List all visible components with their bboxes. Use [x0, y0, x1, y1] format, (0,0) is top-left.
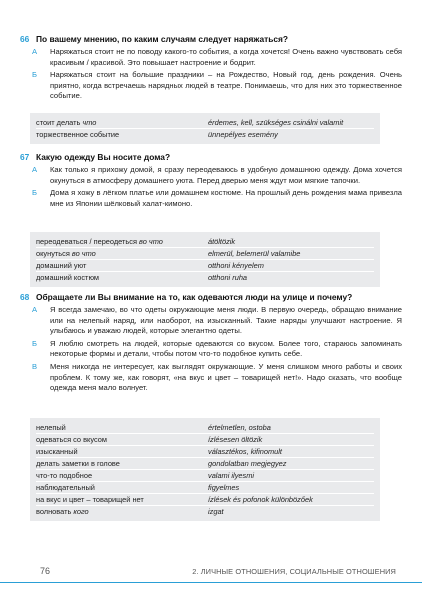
vocab-row	[36, 260, 374, 272]
vocab-row	[36, 458, 374, 470]
question-text: По вашему мнению, по каким случаям следует наряжаться?	[36, 34, 289, 44]
vocab-russian: одеваться со вкусом	[36, 435, 107, 444]
vocab-row	[36, 248, 374, 260]
vocab-row	[36, 117, 374, 129]
vocab-russian: домашний костюм	[36, 273, 99, 282]
vocab-row	[36, 129, 374, 140]
question-67	[20, 152, 402, 209]
answer-text: Я всегда замечаю, во что одеты окружающие меня люди. В первую очередь, обращаю внимание или на нелепый наряд, или наоборот, на изысканный. Такие наряды улучшают настроение. Я улыбаюсь и уважаю людей, которые элегантно одеты.	[50, 305, 402, 336]
answer-letter: Б	[32, 338, 37, 348]
vocab-russian: стоит делать что	[36, 118, 97, 127]
chapter-title: 2. ЛИЧНЫЕ ОТНОШЕНИЯ, СОЦИАЛЬНЫЕ ОТНОШЕНИЯ	[192, 567, 396, 576]
question-68	[20, 292, 402, 394]
vocab-row	[36, 506, 374, 517]
vocab-row	[36, 494, 374, 506]
answer-letter: А	[32, 165, 38, 174]
answer	[20, 47, 402, 68]
vocab-row	[36, 272, 374, 283]
answer-letter: А	[32, 305, 38, 314]
answer	[20, 305, 402, 337]
answer-letter: Б	[32, 188, 37, 198]
vocab-row	[36, 422, 374, 434]
vocab-hungarian: gondolatban megjegyez	[208, 459, 287, 468]
answer-letter: А	[32, 47, 38, 56]
question-text: Обращаете ли Вы внимание на то, как одеваются люди на улице и почему?	[36, 292, 353, 302]
vocab-russian: что-то подобное	[36, 471, 93, 480]
vocab-hungarian: ünnepélyes esemény	[208, 130, 278, 139]
answer-text: Наряжаться стоит на большие праздники – на Рождество, Новый год, день рождения. Очень приятно, когда встречаешь нарядных людей в театре. Понимаешь, что для них это торжественное событие.	[50, 70, 402, 101]
question-66	[20, 34, 402, 102]
answer-text: Меня никогда не интересует, как выглядят окружающие. У меня слишком много работы и своих проблем. К тому же, как говорят, «на вкус и цвет – товарищей нет!». Надо сказать, что вообще одежда меня мало волнует.	[50, 361, 402, 393]
question-heading	[20, 34, 402, 45]
answer-letter: В	[32, 361, 38, 371]
question-number: 68	[20, 292, 30, 302]
answer	[20, 339, 402, 360]
vocab-row	[36, 482, 374, 494]
vocab-box-68	[30, 418, 380, 521]
vocab-hungarian: figyelmes	[208, 483, 240, 492]
vocab-russian: нелепый	[36, 423, 66, 432]
footer-divider	[0, 582, 422, 583]
answer-letter: Б	[32, 70, 37, 80]
question-text: Какую одежду Вы носите дома?	[36, 152, 171, 162]
vocab-russian: торжественное событие	[36, 130, 120, 139]
vocab-russian: волновать кого	[36, 507, 89, 516]
vocab-hungarian: valami ilyesmi	[208, 471, 254, 480]
answer-text: Наряжаться стоит не по поводу какого-то события, а когда хочется! Очень важно чувствовать себя красивым / красивой. Это повышает настроение и бодрит.	[50, 47, 402, 67]
vocab-hungarian: otthoni kényelem	[208, 261, 264, 270]
vocab-russian: делать заметки в голове	[36, 459, 120, 468]
vocab-hungarian: ízlések és pofonok különbözőek	[208, 495, 313, 504]
vocab-russian: наблюдательный	[36, 483, 95, 492]
answer	[20, 165, 402, 186]
vocab-hungarian: elmerül, belemerül valamibe	[208, 249, 301, 258]
vocab-box-67	[30, 232, 380, 287]
answer	[20, 70, 402, 102]
vocab-russian: изысканный	[36, 447, 78, 456]
vocab-hungarian: érdemes, kell, szükséges csinálni valamit	[208, 118, 344, 127]
answer-text: Как только я прихожу домой, я сразу переодеваюсь в удобную домашнюю одежду. Дома хочется окунуться в атмосферу домашнего уюта. Перед дверью меня ждут мои мягкие тапочки.	[50, 165, 402, 185]
vocab-russian: домашний уют	[36, 261, 87, 270]
vocab-hungarian: otthoni ruha	[208, 273, 248, 282]
vocab-row	[36, 434, 374, 446]
vocab-hungarian: értelmetlen, ostoba	[208, 423, 271, 432]
answer-text: Я люблю смотреть на людей, которые одеваются со вкусом. Более того, стараюсь запоминать некоторые формы и детали, чтобы потом что-то подобное купить себе.	[50, 338, 402, 359]
vocab-russian: окунуться во что	[36, 249, 96, 258]
vocab-box-66	[30, 113, 380, 144]
vocab-russian: переодеваться / переодеться во что	[36, 237, 163, 246]
vocab-row	[36, 470, 374, 482]
vocab-russian: на вкус и цвет – товарищей нет	[36, 495, 144, 504]
vocab-row	[36, 446, 374, 458]
vocab-hungarian: izgat	[208, 507, 224, 516]
vocab-hungarian: átöltözik	[208, 237, 236, 246]
answer	[20, 362, 402, 394]
page-number: 76	[40, 566, 51, 576]
vocab-hungarian: választékos, kifinomult	[208, 447, 282, 456]
question-heading	[20, 152, 402, 163]
vocab-row	[36, 236, 374, 248]
answer-text: Дома я хожу в лёгком платье или домашнем костюме. На прошлый день рождения мама привезла мне из Японии шёлковый халат-кимоно.	[50, 188, 402, 208]
question-number: 66	[20, 34, 30, 44]
vocab-hungarian: ízlésesen öltözik	[208, 435, 263, 444]
question-number: 67	[20, 152, 30, 162]
answer	[20, 188, 402, 209]
question-heading	[20, 292, 402, 303]
